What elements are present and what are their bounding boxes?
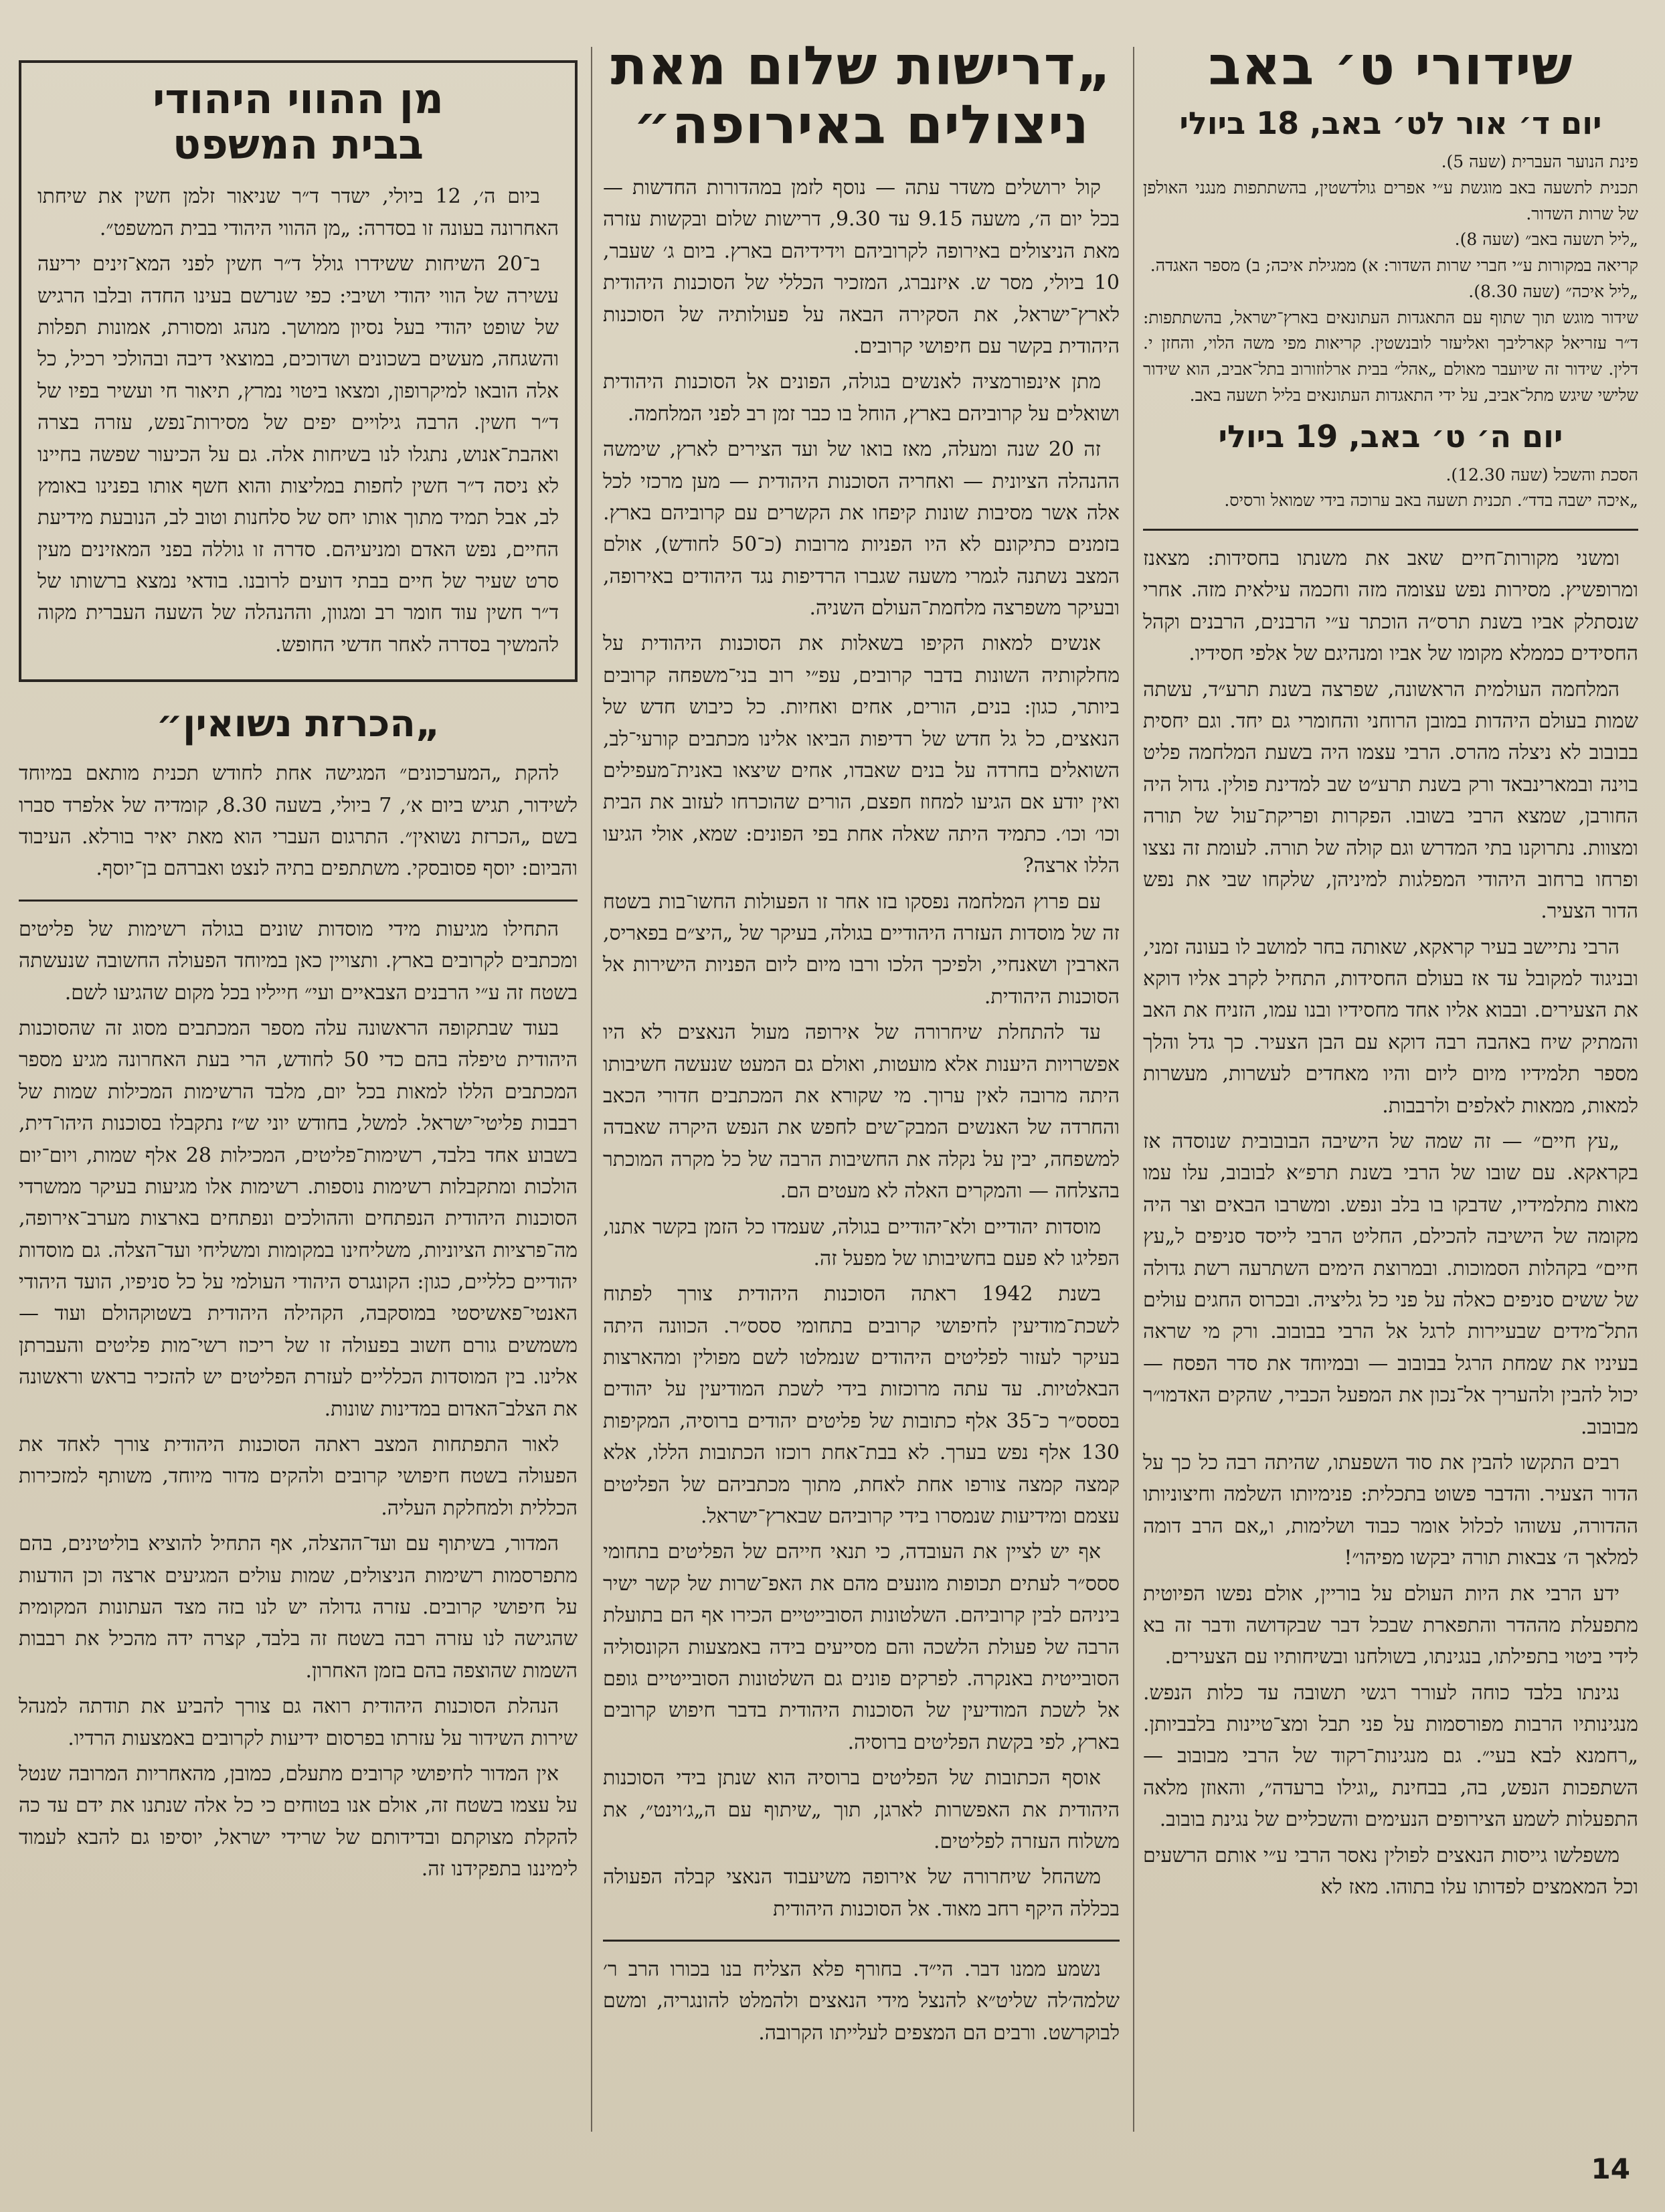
article-paragraph: אנשים למאות הקיפו בשאלות את הסוכנות היהודית על מחלקותיה השונות בדבר קרובים, עפ״י רוב בני־משפחה קרובים ביותר, כגון: בנים, הורים, אחים ואחיות. כל כיבוש חדש של הנאצים, כל גל חדש של רדיפות הביאו אלינו מכתבים קורעי־לב, השואלים בחרדה על בנים שאבדו, אחים שיצאו באנית־מעפילים ואין יודע אם הגיעו למחוז חפצם, הורים שהוכרחו לעזוב את הבית וכו׳ וכו׳. כתמיד היתה שאלה אחת בפי הפונים: שמא, אולי הגיעו הללו ארצה?	[603, 632, 1120, 878]
day1-heading: יום ד׳ אור לט׳ באב, 18 ביולי	[1179, 105, 1602, 141]
day1-line: שידור מוגש תוך שתוף עם התאגדות העתונאים בארץ־ישראל, בהשתתפות: ד״ר עזריאל קארליבך ואליעזר לובנשטין. קריאות מפי משה הלוי, והחזן י. דלין. שידור זה שיועבר מאולם „אהל״ בבית ארלוזורוב בתל־אביב, הוא שידור שלישי שיגש מתל־אביב, על ידי התאגדות העתונאים בליל תשעה באב.	[1143, 307, 1638, 405]
article-paragraph: מתן אינפורמציה לאנשים בגולה, הפונים אל הסוכנות היהודית ושואלים על קרוביהם בארץ, הוחל בו כבר זמן רב לפני המלחמה.	[603, 370, 1120, 426]
day1-line: „ליל איכה״ (שעה 8.30).	[1468, 281, 1638, 301]
day1-line: פינת הנוער העברית (שעה 5).	[1441, 152, 1638, 171]
box-title-line2: בבית המשפט	[172, 120, 424, 169]
article-paragraph: המדור, בשיתוף עם ועד־ההצלה, אף התחיל להוציא בוליטינים, בהם מתפרסמות רשימות הניצולים, שמות עולים המגיעים ארצה וכן הודעות על חיפושי קרובים. עזרה גדולה יש לנו בזה מצד העתונות המקומית שהגישה לנו עזרה רבה בשטח זה בלבד, קצרה ידה מהכיל את רבבות השמות שהוצפה בהם בזמן האחרון.	[19, 1532, 578, 1683]
column-divider-left	[591, 47, 592, 2132]
regards-article-column	[603, 37, 1120, 2053]
page-number: 14	[1591, 2152, 1630, 2185]
article-paragraph: מוסדות יהודיים ולא־יהודיים בגולה, שעמדו כל הזמן בקשר אתנו, הפליגו לא פעם בחשיבותו של מפעל זה.	[603, 1215, 1120, 1270]
article-paragraph: הרבי נתיישב בעיר קראקא, שאותה בחר למושב לו בעונה זמני, ובניגוד למקובל עד אז בעולם החסידות, התחיל לקרב אליו דוקא את הצעירים. ובבוא אליו אחד מחסידיו ובנו עמו, הזניח את האב והמתיק שיח באהבה רבה דוקא עם הבן הצעיר. כך גדל והלך מספר תלמידיו מיום ליום והיו מאחדים לעשרות, מעשרות למאות, ממאות לאלפים ולרבבות.	[1143, 935, 1638, 1118]
article-title-line1: „דרישות שלום מאת	[610, 35, 1112, 97]
article-paragraph: ומשני מקורות־חיים שאב את משנתו בחסידות: מצאנז ומרופשיץ. מסירות נפש עצומה מזה וחכמה עילאית מזה. אחרי שנסתלק אביו בשנת תרס״ה הוכתר ע״י הרבנים, הרבנים וקהל החסידים כממלא מקומו של אביו ומנהיגם של אלפי חסידיו.	[1143, 547, 1638, 666]
court-folklore-column	[19, 60, 578, 1889]
article-paragraph: ידע הרבי את היות העולם על בוריין, אולם נפשו הפיוטית מתפעלת מההדר והתפארת שבכל דבר שבקדושה ודבר זה בא לידי ביטוי בתפילתו, בנגינתו, בשולחנו ובשיחותיו עם הצעירים.	[1143, 1582, 1638, 1669]
section-paragraph: להקת „המערכונים״ המגישה אחת לחודש תכנית מותאם במיוחד לשידור, תגיש ביום א׳, 7 ביולי, בשעה 8.30, קומדיה של אלפרד סברו בשם „הכרזת נשואין״. התרגום העברי הוא מאת יאיר בורלא. העיבוד והביום: יוסף פסובסקי. משתתפים בתיה לנצט ואברהם בן־יוסף.	[19, 762, 578, 881]
day1-line: תכנית לתשעה באב מוגשת ע״י אפרים גולדשטין, בהשתתפות מנגני האולפן של שרות השדור.	[1143, 177, 1638, 224]
article-title-line2: ניצולים באירופה״	[633, 94, 1089, 156]
day1-line: קריאה במקורות ע״י חברי שרות השדור: א) ממגילת איכה; ב) מספר האגדה.	[1150, 256, 1638, 275]
article-paragraph: בשנת 1942 ראתה הסוכנות היהודית צורך לפתוח לשכת־מודיעין לחיפושי קרובים בתחומי ססס״ר. הכוונה היתה בעיקר לעזור לפליטים היהודים שנמלטו לשם מפולין ומהארצות הבאלטיות. עד עתה מרוכזות בידי לשכת המודיעין על יהודים בססס״ר כ־35 אלף כתובות של פליטים יהודים ברוסיה, המקיפות 130 אלף נפש בערך. לא בבת־אחת רוכזו הכתובות הללו, אלא קמצה קמצה צורפו אחת לאחת, מתוך מכתביהם של הפליטים עצמם ומידיעות שנמסרו בידי קרוביהם שבארץ־ישראל.	[603, 1282, 1120, 1529]
court-folklore-box	[19, 60, 578, 682]
section-rule	[19, 900, 578, 902]
article-paragraph: רבים התקשו להבין את סוד השפעתו, שהיתה רבה כל כך על הדור הצעיר. והדבר פשוט בתכלית: פנימיותו השלמה וחיצוניותו ההדורה, עשוהו לכלול אומר כבוד ושלימות, ו„אם הרב דומה למלאך ה׳ צבאות תורה יבקשו מפיהו״!	[1143, 1450, 1638, 1570]
article-paragraph: בעוד שבתקופה הראשונה עלה מספר המכתבים מסוג זה שהסוכנות היהודית טיפלה בהם כדי 50 לחודש, הרי בעת האחרונה מגיע מספר המכתבים הללו למאות בכל יום, מלבד הרשימות המכילות שמות של רבבות פליטי־ישראל. למשל, בחודש יוני ש״ז נתקבלו בסוכנות היהו־דית, בשבוע אחד בלבד, רשימות־פליטים, המכילות 28 אלף שמות, ויום־יום הולכות ומתקבלות רשימות נוספות. רשימות אלו מגיעות בעיקר ממשרדי הסוכנות היהודית הנפתחים וההולכים ונפתחים בארצות מערב־אירופה, מה־פרציות הציוניות, משליחינו במקומות ומשליחי ועד־הצלה. גם מוסדות יהודיים כלליים, כגון: הקונגרס היהודי העולמי על כל סניפיו, הועד היהודי האנטי־פאשיסטי במוסקבה, הקהילה היהודית בשטוקהולם ועוד — משמשים גורם חשוב בפעולה זו של ריכוז רשי־מות פליטים והעברתן אלינו. בין המוסדות הכלליים לעזרת הפליטים יש להזכיר בראש וראשונה את הצלב־האדום במדינות שונות.	[19, 1016, 578, 1421]
article-paragraph: „עץ חיים״ — זה שמה של הישיבה הבובובית שנוסדה אז בקראקא. עם שובו של הרבי בשנת תרפ״א לבובוב, עלו עמו מאות מתלמידיו, שדבקו בו בלב ונפש. ומשרבו הבאים וצר היה מקומה של הישיבה להכילם, החליט הרבי לייסד סניפים ל„עץ חיים״ בקהלות הסמוכות. ובמרוצת הימים השתרעה רשת גדולה של ששים סניפים כאלה על פני כל גליציה. ובכרוס החגים עולים התל־מידים שבעיירות לרגל אל הרבי בבובוב. ורק מי שראה בעיניו את שמחת הרגל בבובוב — ובמיוחד את סדר הפסח — יכול להבין ולהעריך אל־נכון את המפעל הכביר, שהקים האדמו״ר מבובוב.	[1143, 1130, 1638, 1439]
article-paragraph: משהחל שיחרורה של אירופה משיעבוד הנאצי קבלה הפעולה בכללה היקף רחב מאוד. אל הסוכנות היהודית	[603, 1865, 1120, 1921]
article-paragraph: זה 20 שנה ומעלה, מאז בואו של ועד הצירים לארץ, שימשה ההנהלה הציונית — ואחריה הסוכנות היהודית — מען מרכזי לכל אלה אשר מסיבות שונות קיפחו את הקשרים עם קרוביהם בארץ. בזמנים כתיקונם לא היו הפניות מרובות (כ־50 לחודש), אולם המצב נשתנה לגמרי משעה שגברו הרדיפות נגד היהודים באירופה, ובעיקר משפרצה מלחמת־העולם השניה.	[603, 438, 1120, 620]
continuation-paragraph: נשמע ממנו דבר. הי״ד. בחורף פלא הצליח בנו בכורו הרב ר׳ שלמה׳לה שליט״א להנצל מידי הנאצים ולהמלט להונגריה, ומשם לבוקרשט. ורבים הם המצפים לעלייתו הקרובה.	[603, 1958, 1120, 2045]
article-paragraph: קול ירושלים משדר עתה — נוסף לזמן במהדורות החדשות — בכל יום ה׳, משעה 9.15 עד 9.30, דרישות שלום ובקשות עזרה מאת הניצולים באירופה לקרוביהם וידידיהם בארץ. ביום ג׳ שעבר, 10 ביולי, מסר ש. איזנברג, המזכיר הכללי של הסוכנות היהודית לארץ־ישראל, את הסקירה הבאה על פעולותיה של הסוכנות היהודית בקשר עם חיפושי קרובים.	[603, 176, 1120, 358]
article-paragraph: משפלשו גייסות הנאצים לפולין נאסר הרבי ע״י אותם הרשעים וכל המאמצים לפדותו עלו בתוהו. מאז לא	[1143, 1843, 1638, 1899]
day2-line: הסכת והשכל (שעה 12.30).	[1445, 464, 1638, 485]
article-paragraph: נגינתו בלבד כוחה לעורר רגשי תשובה עד כלות הנפש. מנגינותיו הרבות מפורסמות על פני תבל ומצ־טיינות בלבביותן. „רחמנא לבא בעי״. גם מנגינות־רקוד של הרבי מבובוב — השתפכות הנפש, בה, בבחינת „וגילו ברעדה״, והאוזן מלאה התפעלות לשמע הצירופים הנעימים והשכליים של נגינת בובוב.	[1143, 1681, 1638, 1832]
section-rule	[603, 1940, 1120, 1942]
broadcast-schedule-column	[1143, 37, 1638, 1907]
box-title-line1: מן ההווי היהודי	[153, 74, 444, 123]
article-paragraph: עם פרוץ המלחמה נפסקו בזו אחר זו הפעולות החשו־בות בשטח זה של מוסדות העזרה היהודיים בגולה, בעיקר של „היצ״ם בפאריס, הארבין ושאנחיי, ולפיכך הלכו ורבו מיום ליום הפניות הישירות אל הסוכנות היהודית.	[603, 889, 1120, 1009]
box-paragraph: ב־20 השיחות ששידרו גולל ד״ר חשין לפני המא־זינים יריעה עשירה של הווי יהודי ושיבי: כפי שנרשם בעינו החדה ובלבו הרגיש של שופט יהודי בעל נסיון ממושך. מנהג ומסורת, אמונות תפלות והשגחה, מעשים בשכונים ושדוכים, במוצאי דיבה ובהולכי רכיל, כל אלה הובאו למיקרופון, ומצאו ביטוי נמרץ, תיאור חי ועשיר בפיו של ד״ר חשין. הרבה גילויים יפים של מסירות־נפש, עזרה בצרה ואהבת־אנוש, נתגלו לנו בשיחות אלה. גם על הכיעור שפשה בחיינו לא ניסה ד״ר חשין לחפות במליצות והוא חשף אותו בפנינו באומץ לב, אבל תמיד מתוך אותו יחס של סלחנות וטוב לב, הנובעת מידיעת החיים, נפש האדם ומניעיהם. סדרה זו גוללה בפני המאזינים מעין סרט שעיר של חיים בבתי דועים לרובנו. בודאי נמצא ברשותו של ד״ר חשין עוד חומר רב ומגוון, וההנהלה של השעה העברית מקוה להמשיך בסדרה לאחר חדשי החופש.	[37, 252, 559, 657]
article-paragraph: לאור התפתחות המצב ראתה הסוכנות היהודית צורך לאחד את הפעולה בשטח חיפושי קרובים ולהקים מדור מיוחד, משותף למזכירות הכללית ולמחלקת העליה.	[19, 1433, 578, 1520]
article-paragraph: הנהלת הסוכנות היהודית רואה גם צורך להביע את תודתה למנהל שירות השידור על עזרתו בפרסום ידיעות לקרובים באמצעות הרדיו.	[19, 1695, 578, 1750]
schedule-title: שידורי ט׳ באב	[1208, 35, 1573, 97]
article-paragraph: התחילו מגיעות מידי מוסדות שונים בגולה רשימות של פליטים ומכתבים לקרובים בארץ. ותצויין כאן במיוחד הפעולה החשובה שנעשתה בשטח זה ע״י הרבנים הצבאיים ועי״ חייליו בכל מקום שהגיעו לשם.	[19, 917, 578, 1005]
box-paragraph: ביום ה׳, 12 ביולי, ישדר ד״ר שניאור זלמן חשין את שיחתו האחרונה בעונה זו בסדרה: „מן ההווי היהודי בבית המשפט״.	[37, 185, 559, 240]
day2-heading: יום ה׳ ט׳ באב, 19 ביולי	[1218, 418, 1563, 454]
day2-line: „איכה ישבה בדד״. תכנית תשעה באב ערוכה בידי שמואל ורסיס.	[1224, 491, 1638, 511]
section-title: „הכרזת נשואין״	[156, 702, 440, 746]
article-paragraph: עד להתחלת שיחרורה של אירופה מעול הנאצים לא היו אפשרויות היענות אלא מועטות, ואולם גם המעט שנעשה חשיבותו היתה מרובה לאין ערוך. מי שקורא את המכתבים חדורי הכאב והחרדה של האנשים המבק־שים לחפש את הנפש היקרה שאבדה למשפחה, יבין על נקלה את החשיבות הרבה של כל מקרה המוכתר בהצלחה — והמקרים האלה לא מעטים הם.	[603, 1021, 1120, 1203]
article-paragraph: אוסף הכתובות של הפליטים ברוסיה הוא שנתן בידי הסוכנות היהודית את האפשרות לארגן, תוך „שיתוף עם ה„ג׳וינט״, את משלוח העזרה לפליטים.	[603, 1766, 1120, 1853]
section-rule	[1143, 529, 1638, 531]
article-paragraph: המלחמה העולמית הראשונה, שפרצה בשנת תרע״ד, עשתה שמות בעולם היהדות במובן הרוחני והחומרי גם יחד. וגם יחסית בבובוב לא ניצלה מהרס. הרבי עצמו היה בשעת המלחמה פליט בוינה ובמארינבאד ורק בשנת תרע״ט שב למדינת פולין. גדול היה החורבן, שמצא הרבי בשובו. הפקרות ופריקת־עול של תורה ומצוות. נתרוקנו בתי המדרש וגם קולה של תורה. לעומת זה נצצו ופרחו ברחוב היהודי המפלגות למיניהן, שלקחו שבי את נפש הדור הצעיר.	[1143, 677, 1638, 924]
day1-line: „ליל תשעה באב״ (שעה 8).	[1454, 230, 1638, 250]
article-paragraph: אף יש לציין את העובדה, כי תנאי חייהם של הפליטים בתחומי ססס״ר לעתים תכופות מונעים מהם את האפ־שרות של קשר ישיר ביניהם לבין קרוביהם. השלטונות הסובייטיים הכירו אף הם בתועלת הרבה של פעולת הלשכה והם מסייעים בידה באמצעות הקונסוליה הסובייטית באנקרה. לפרקים פונים גם השלטונות הסובייטיים גופם אל לשכת המודיעין של הסוכנות היהודית בדבר חיפוש קרובים בארץ, לפי בקשת הפליטים ברוסיה.	[603, 1540, 1120, 1754]
column-divider-right	[1133, 47, 1134, 2132]
article-paragraph: אין המדור לחיפושי קרובים מתעלם, כמובן, מהאחריות המרובה שנטל על עצמו בשטח זה, אולם אנו בטוחים כי כל אלה שנתנו את ידם עד כה להקלת מצוקתם ובדידותם של שרידי ישראל, יוסיפו גם להבא לעמוד לימיננו בתפקידנו זה.	[19, 1762, 578, 1881]
